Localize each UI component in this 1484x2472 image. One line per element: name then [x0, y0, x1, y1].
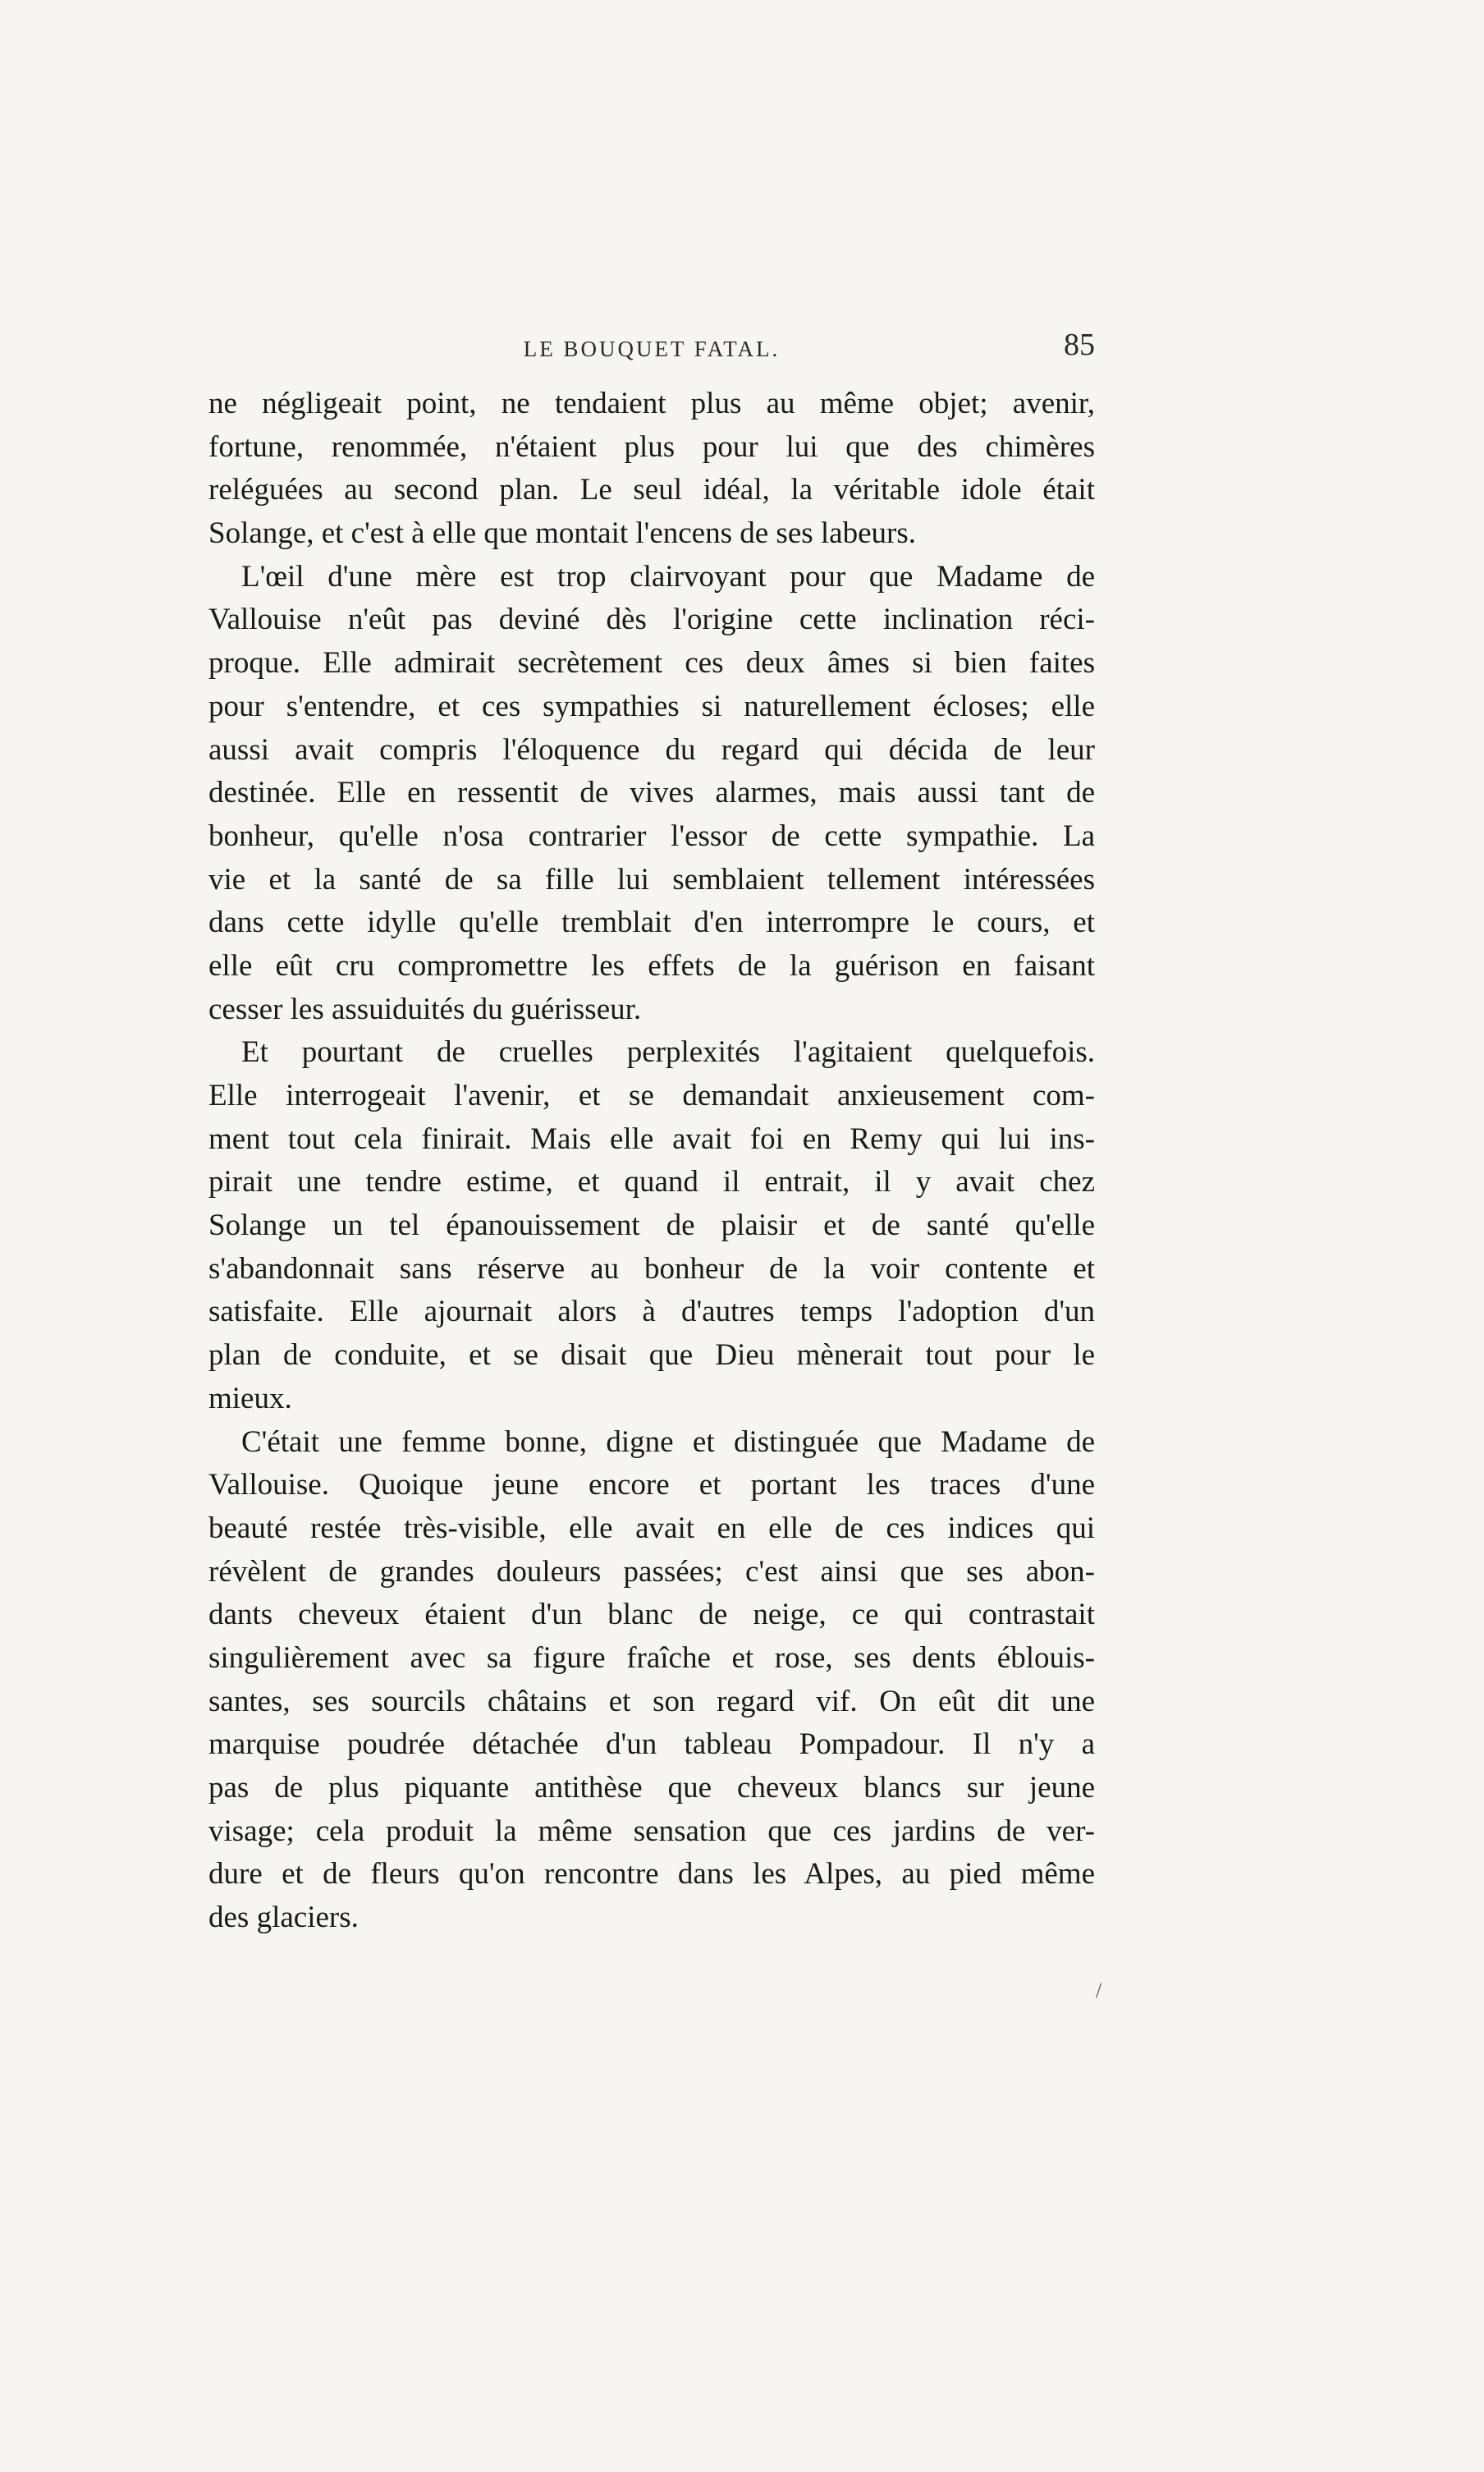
text-line: Vallouise. Quoique jeune encore et portant les traces d'une: [208, 1468, 1095, 1502]
text-line: marquise poudrée détachée d'un tableau Pompadour. Il n'y a: [208, 1727, 1095, 1762]
paragraph-start-line: C'était une femme bonne, digne et distinguée que Madame de: [241, 1424, 1095, 1459]
text-line: elle eût cru compromettre les effets de la guérison en faisant: [208, 948, 1095, 983]
text-line: pirait une tendre estime, et quand il entrait, il y avait chez: [208, 1165, 1095, 1199]
text-line: santes, ses sourcils châtains et son regard vif. On eût dit une: [208, 1684, 1095, 1718]
text-line: proque. Elle admirait secrètement ces deux âmes si bien faites: [208, 646, 1095, 681]
text-line: vie et la santé de sa fille lui semblaient tellement intéressées: [208, 862, 1095, 897]
text-line: ment tout cela finirait. Mais elle avait foi en Remy qui lui ins-: [208, 1121, 1095, 1156]
text-line: visage; cela produit la même sensation que ces jardins de ver-: [208, 1814, 1095, 1848]
text-line: dans cette idylle qu'elle tremblait d'en interrompre le cours, et: [208, 906, 1095, 940]
text-line: bonheur, qu'elle n'osa contrarier l'essor de cette sympathie. La: [208, 819, 1095, 853]
text-line: beauté restée très-visible, elle avait en elle de ces indices qui: [208, 1511, 1095, 1545]
text-line: Elle interrogeait l'avenir, et se demandait anxieusement com-: [208, 1079, 1095, 1112]
text-line: plan de conduite, et se disait que Dieu mènerait tout pour le: [208, 1338, 1095, 1373]
text-line: Vallouise n'eût pas deviné dès l'origine cette inclination réci-: [208, 603, 1095, 637]
paragraph-start-line: Et pourtant de cruelles perplexités l'agitaient quelquefois.: [241, 1035, 1095, 1070]
text-line: révèlent de grandes douleurs passées; c'est ainsi que ses abon-: [208, 1554, 1095, 1589]
text-line: satisfaite. Elle ajournait alors à d'autres temps l'adoption d'un: [208, 1295, 1095, 1329]
text-line: des glaciers.: [208, 1901, 359, 1935]
body-text: [208, 383, 1095, 1940]
text-line: dure et de fleurs qu'on rencontre dans les Alpes, au pied même: [208, 1857, 1095, 1892]
text-line: ne négligeait point, ne tendaient plus au même objet; avenir,: [208, 387, 1095, 420]
text-line: destinée. Elle en ressentit de vives alarmes, mais aussi tant de: [208, 776, 1095, 810]
text-line: dants cheveux étaient d'un blanc de neige, ce qui contrastait: [208, 1598, 1095, 1632]
text-line: Solange un tel épanouissement de plaisir et de santé qu'elle: [208, 1208, 1095, 1243]
page-number: 85: [1064, 328, 1095, 362]
text-line: pas de plus piquante antithèse que cheveux blancs sur jeune: [208, 1771, 1095, 1805]
text-line: singulièrement avec sa figure fraîche et rose, ses dents éblouis-: [208, 1640, 1095, 1675]
text-line: s'abandonnait sans réserve au bonheur de la voir contente et: [208, 1251, 1095, 1286]
text-line: aussi avait compris l'éloquence du regard qui décida de leur: [208, 732, 1095, 767]
running-title: LE BOUQUET FATAL.: [523, 337, 781, 361]
text-line: Solange, et c'est à elle que montait l'encens de ses labeurs.: [208, 516, 916, 551]
running-head: [208, 327, 1095, 368]
text-line: pour s'entendre, et ces sympathies si naturellement écloses; elle: [208, 689, 1095, 723]
stray-mark: /: [1096, 1979, 1102, 2002]
text-line: fortune, renommée, n'étaient plus pour lui que des chimères: [208, 429, 1095, 464]
text-line: cesser les assuiduités du guérisseur.: [208, 992, 642, 1026]
text-line: mieux.: [208, 1381, 292, 1415]
text-line: reléguées au second plan. Le seul idéal, la véritable idole était: [208, 473, 1095, 507]
paragraph-start-line: L'œil d'une mère est trop clairvoyant pour que Madame de: [241, 559, 1095, 594]
